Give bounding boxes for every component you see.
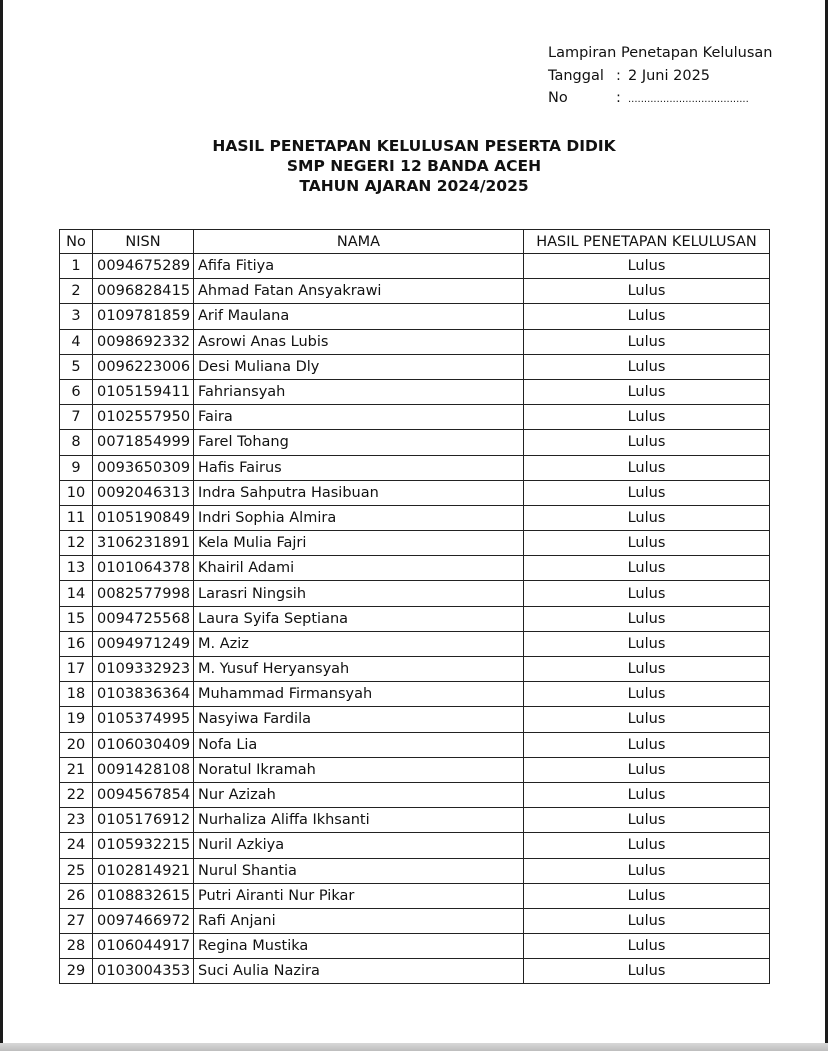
cell-hasil: Lulus: [524, 480, 770, 505]
cell-hasil: Lulus: [524, 430, 770, 455]
cell-no: 17: [60, 657, 93, 682]
table-row: [60, 934, 770, 959]
cell-no: 26: [60, 883, 93, 908]
table-row: [60, 908, 770, 933]
attachment-info: [548, 42, 772, 110]
cell-nisn: 0102814921: [93, 858, 194, 883]
table-row: [60, 782, 770, 807]
cell-nisn: 0097466972: [93, 908, 194, 933]
cell-no: 27: [60, 908, 93, 933]
cell-no: 20: [60, 732, 93, 757]
header-nisn: NISN: [93, 230, 194, 254]
cell-hasil: Lulus: [524, 858, 770, 883]
cell-nisn: 0103836364: [93, 682, 194, 707]
cell-no: 15: [60, 606, 93, 631]
cell-no: 29: [60, 959, 93, 984]
cell-nisn: 0106030409: [93, 732, 194, 757]
cell-nisn: 0105190849: [93, 505, 194, 530]
cell-no: 2: [60, 279, 93, 304]
cell-nisn: 0094567854: [93, 782, 194, 807]
number-label: No: [548, 90, 568, 106]
cell-nisn: 3106231891: [93, 531, 194, 556]
cell-nama: Regina Mustika: [194, 934, 524, 959]
cell-nama: Noratul Ikramah: [194, 757, 524, 782]
cell-nama: Faira: [194, 405, 524, 430]
date-label: Tanggal: [548, 67, 604, 84]
cell-nama: Khairil Adami: [194, 556, 524, 581]
table-row: [60, 304, 770, 329]
cell-hasil: Lulus: [524, 556, 770, 581]
cell-nama: Asrowi Anas Lubis: [194, 329, 524, 354]
cell-nama: Nurul Shantia: [194, 858, 524, 883]
cell-nama: Afifa Fitiya: [194, 254, 524, 279]
cell-hasil: Lulus: [524, 279, 770, 304]
cell-hasil: Lulus: [524, 254, 770, 279]
title-line-1: HASIL PENETAPAN KELULUSAN PESERTA DIDIK: [212, 137, 616, 155]
table-row: [60, 581, 770, 606]
cell-nisn: 0109781859: [93, 304, 194, 329]
cell-nisn: 0092046313: [93, 480, 194, 505]
cell-hasil: Lulus: [524, 883, 770, 908]
cell-hasil: Lulus: [524, 707, 770, 732]
table-row: [60, 833, 770, 858]
cell-hasil: Lulus: [524, 505, 770, 530]
page-edge-bottom: [0, 1043, 828, 1051]
cell-nama: Farel Tohang: [194, 430, 524, 455]
table-row: [60, 455, 770, 480]
cell-no: 6: [60, 379, 93, 404]
cell-hasil: Lulus: [524, 631, 770, 656]
cell-hasil: Lulus: [524, 682, 770, 707]
attachment-number-row: [548, 87, 772, 110]
cell-nama: Arif Maulana: [194, 304, 524, 329]
cell-hasil: Lulus: [524, 732, 770, 757]
cell-nisn: 0096828415: [93, 279, 194, 304]
cell-no: 10: [60, 480, 93, 505]
table-row: [60, 707, 770, 732]
cell-nisn: 0105374995: [93, 707, 194, 732]
cell-nisn: 0109332923: [93, 657, 194, 682]
document-title: [0, 136, 828, 196]
table-row: [60, 631, 770, 656]
cell-hasil: Lulus: [524, 581, 770, 606]
cell-no: 5: [60, 354, 93, 379]
table-row: [60, 959, 770, 984]
cell-no: 8: [60, 430, 93, 455]
cell-hasil: Lulus: [524, 959, 770, 984]
title-line-2: SMP NEGERI 12 BANDA ACEH: [286, 157, 542, 175]
cell-hasil: Lulus: [524, 757, 770, 782]
cell-hasil: Lulus: [524, 808, 770, 833]
cell-no: 19: [60, 707, 93, 732]
cell-nisn: 0082577998: [93, 581, 194, 606]
cell-nisn: 0098692332: [93, 329, 194, 354]
date-value: 2 Juni 2025: [628, 67, 711, 84]
table-row: [60, 682, 770, 707]
cell-no: 25: [60, 858, 93, 883]
table-row: [60, 556, 770, 581]
cell-nisn: 0094675289: [93, 254, 194, 279]
attachment-heading-row: [548, 42, 772, 65]
cell-nisn: 0105176912: [93, 808, 194, 833]
cell-nama: Hafis Fairus: [194, 455, 524, 480]
cell-no: 7: [60, 405, 93, 430]
cell-hasil: Lulus: [524, 934, 770, 959]
cell-hasil: Lulus: [524, 833, 770, 858]
cell-nama: M. Aziz: [194, 631, 524, 656]
number-separator: :: [616, 90, 621, 106]
table-row: [60, 279, 770, 304]
cell-nisn: 0106044917: [93, 934, 194, 959]
cell-no: 24: [60, 833, 93, 858]
cell-nama: Muhammad Firmansyah: [194, 682, 524, 707]
cell-nisn: 0071854999: [93, 430, 194, 455]
table-row: [60, 354, 770, 379]
cell-nama: Indra Sahputra Hasibuan: [194, 480, 524, 505]
cell-nama: Nur Azizah: [194, 782, 524, 807]
table-row: [60, 757, 770, 782]
cell-no: 23: [60, 808, 93, 833]
cell-no: 13: [60, 556, 93, 581]
table-row: [60, 732, 770, 757]
cell-nama: Nofa Lia: [194, 732, 524, 757]
cell-hasil: Lulus: [524, 304, 770, 329]
table-row: [60, 405, 770, 430]
cell-no: 12: [60, 531, 93, 556]
table-row: [60, 430, 770, 455]
cell-no: 18: [60, 682, 93, 707]
cell-nama: Laura Syifa Septiana: [194, 606, 524, 631]
cell-nisn: 0093650309: [93, 455, 194, 480]
header-hasil: HASIL PENETAPAN KELULUSAN: [524, 230, 770, 254]
cell-nisn: 0096223006: [93, 354, 194, 379]
cell-nama: Desi Muliana Dly: [194, 354, 524, 379]
cell-no: 3: [60, 304, 93, 329]
cell-nama: Rafi Anjani: [194, 908, 524, 933]
table-row: [60, 531, 770, 556]
cell-nisn: 0103004353: [93, 959, 194, 984]
table-row: [60, 329, 770, 354]
number-value: ......................................: [628, 94, 749, 105]
cell-no: 21: [60, 757, 93, 782]
cell-no: 11: [60, 505, 93, 530]
table-row: [60, 883, 770, 908]
title-line-3: TAHUN AJARAN 2024/2025: [299, 177, 529, 195]
table-row: [60, 657, 770, 682]
cell-nisn: 0102557950: [93, 405, 194, 430]
cell-nama: Putri Airanti Nur Pikar: [194, 883, 524, 908]
cell-nisn: 0101064378: [93, 556, 194, 581]
cell-hasil: Lulus: [524, 908, 770, 933]
cell-nisn: 0091428108: [93, 757, 194, 782]
cell-nama: M. Yusuf Heryansyah: [194, 657, 524, 682]
table-header-row: [60, 230, 770, 254]
table-row: [60, 254, 770, 279]
table-row: [60, 379, 770, 404]
cell-nama: Suci Aulia Nazira: [194, 959, 524, 984]
cell-nama: Indri Sophia Almira: [194, 505, 524, 530]
graduation-results-table: [59, 229, 770, 984]
date-separator: :: [616, 67, 621, 84]
cell-nama: Nuril Azkiya: [194, 833, 524, 858]
cell-hasil: Lulus: [524, 782, 770, 807]
cell-hasil: Lulus: [524, 354, 770, 379]
cell-no: 4: [60, 329, 93, 354]
attachment-date-row: [548, 65, 772, 88]
cell-hasil: Lulus: [524, 657, 770, 682]
cell-hasil: Lulus: [524, 405, 770, 430]
cell-hasil: Lulus: [524, 329, 770, 354]
cell-no: 1: [60, 254, 93, 279]
cell-no: 14: [60, 581, 93, 606]
header-nama: NAMA: [194, 230, 524, 254]
cell-hasil: Lulus: [524, 531, 770, 556]
cell-hasil: Lulus: [524, 606, 770, 631]
table-row: [60, 480, 770, 505]
cell-nama: Larasri Ningsih: [194, 581, 524, 606]
table-body: [60, 254, 770, 984]
cell-hasil: Lulus: [524, 455, 770, 480]
cell-no: 16: [60, 631, 93, 656]
table-row: [60, 505, 770, 530]
cell-nama: Kela Mulia Fajri: [194, 531, 524, 556]
cell-no: 22: [60, 782, 93, 807]
table-row: [60, 858, 770, 883]
cell-nisn: 0094725568: [93, 606, 194, 631]
table-row: [60, 606, 770, 631]
cell-nisn: 0108832615: [93, 883, 194, 908]
cell-nama: Nurhaliza Aliffa Ikhsanti: [194, 808, 524, 833]
cell-hasil: Lulus: [524, 379, 770, 404]
table-row: [60, 808, 770, 833]
cell-nama: Fahriansyah: [194, 379, 524, 404]
cell-nama: Ahmad Fatan Ansyakrawi: [194, 279, 524, 304]
header-no: No: [60, 230, 93, 254]
cell-nisn: 0094971249: [93, 631, 194, 656]
cell-no: 9: [60, 455, 93, 480]
cell-nama: Nasyiwa Fardila: [194, 707, 524, 732]
attachment-heading: Lampiran Penetapan Kelulusan: [548, 45, 773, 61]
cell-nisn: 0105159411: [93, 379, 194, 404]
cell-no: 28: [60, 934, 93, 959]
cell-nisn: 0105932215: [93, 833, 194, 858]
